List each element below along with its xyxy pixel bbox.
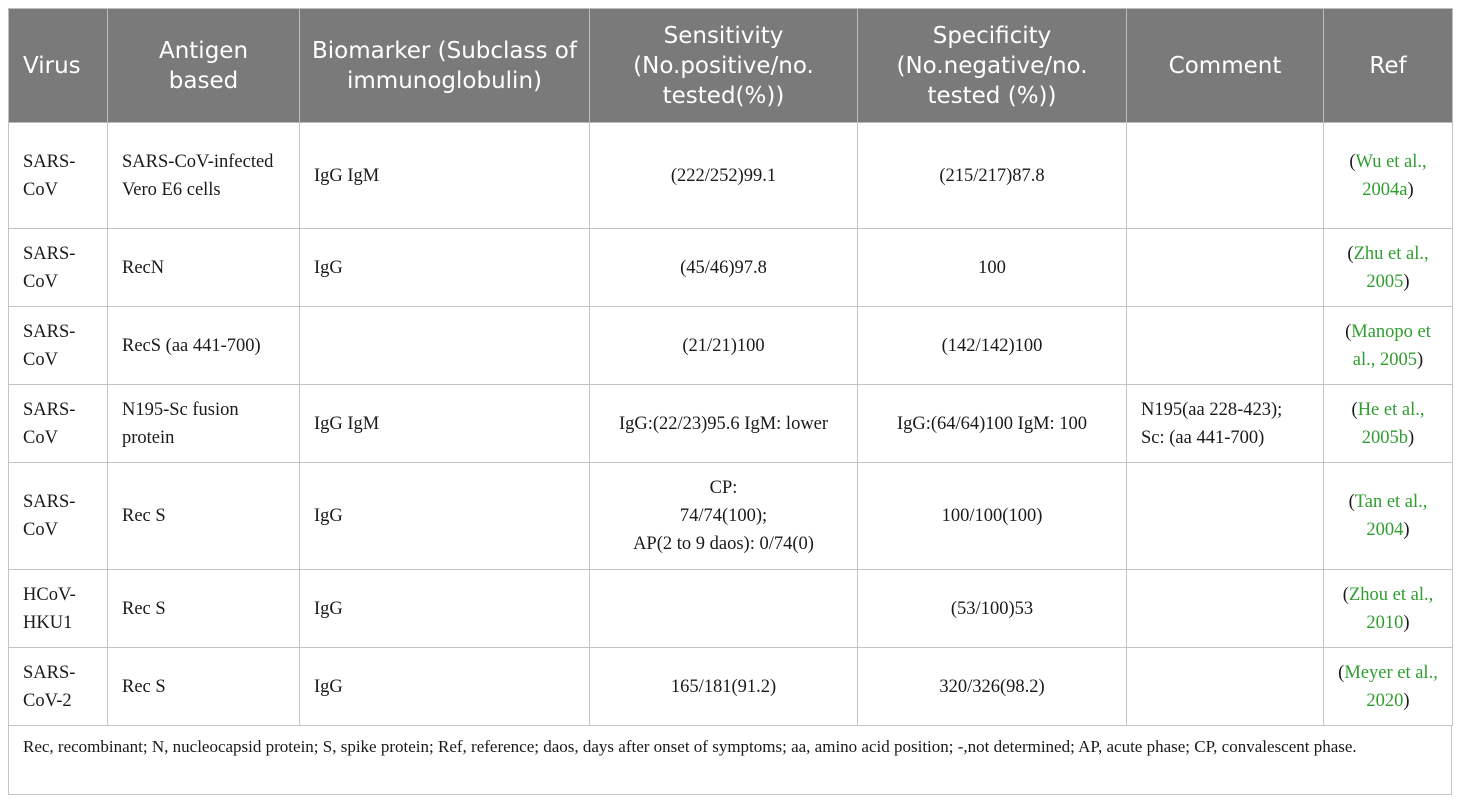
cell-ref: (Meyer et al., 2020)	[1324, 648, 1453, 726]
cell-comment	[1127, 463, 1324, 570]
cell-ref: (Zhou et al., 2010)	[1324, 570, 1453, 648]
cell-specificity: (215/217)87.8	[858, 123, 1127, 229]
header-specificity: Specificity (No.negative/no. tested (%))	[858, 9, 1127, 123]
cell-biomarker: IgG	[300, 463, 590, 570]
cell-specificity: (53/100)53	[858, 570, 1127, 648]
cell-sensitivity: (45/46)97.8	[590, 229, 858, 307]
cell-virus: SARS-CoV	[9, 307, 108, 385]
cell-biomarker: IgG	[300, 648, 590, 726]
table-row	[9, 385, 1453, 463]
ref-link[interactable]: Zhou et al., 2010	[1348, 584, 1434, 633]
table-row	[9, 229, 1453, 307]
cell-specificity: 320/326(98.2)	[858, 648, 1127, 726]
cell-specificity: 100/100(100)	[858, 463, 1127, 570]
cell-virus: SARS-CoV	[9, 385, 108, 463]
header-comment: Comment	[1127, 9, 1324, 123]
cell-comment	[1127, 123, 1324, 229]
cell-biomarker	[300, 307, 590, 385]
cell-specificity: (142/142)100	[858, 307, 1127, 385]
cell-biomarker: IgG	[300, 229, 590, 307]
ref-link[interactable]: Tan et al., 2004	[1354, 492, 1428, 540]
cell-antigen: N195-Sc fusion protein	[108, 385, 300, 463]
cell-sensitivity: (222/252)99.1	[590, 123, 858, 229]
header-biomarker: Biomarker (Subclass of immunoglobulin)	[300, 9, 590, 123]
ref-link[interactable]: He et al., 2005b	[1357, 399, 1425, 448]
cell-ref: (Wu et al., 2004a)	[1324, 123, 1453, 229]
cell-specificity: IgG:(64/64)100 IgM: 100	[858, 385, 1127, 463]
cell-antigen: Rec S	[108, 648, 300, 726]
header-virus: Virus	[9, 9, 108, 123]
cell-biomarker: IgG IgM	[300, 123, 590, 229]
cell-comment	[1127, 570, 1324, 648]
ref-link[interactable]: Wu et al., 2004a	[1355, 151, 1427, 200]
cell-sensitivity: 165/181(91.2)	[590, 648, 858, 726]
cell-antigen: Rec S	[108, 463, 300, 570]
table-row	[9, 123, 1453, 229]
cell-ref: (Manopo et al., 2005)	[1324, 307, 1453, 385]
ref-link[interactable]: Zhu et al., 2005	[1353, 243, 1429, 292]
table-row	[9, 570, 1453, 648]
cell-biomarker: IgG	[300, 570, 590, 648]
cell-specificity: 100	[858, 229, 1127, 307]
table-row	[9, 307, 1453, 385]
header-row	[9, 9, 1453, 123]
data-table	[8, 8, 1453, 726]
cell-comment: N195(aa 228-423); Sc: (aa 441-700)	[1127, 385, 1324, 463]
cell-antigen: RecS (aa 441-700)	[108, 307, 300, 385]
cell-biomarker: IgG IgM	[300, 385, 590, 463]
cell-sensitivity	[590, 570, 858, 648]
cell-sensitivity: IgG:(22/23)95.6 IgM: lower	[590, 385, 858, 463]
cell-virus: HCoV-HKU1	[9, 570, 108, 648]
cell-antigen: SARS-CoV-infected Vero E6 cells	[108, 123, 300, 229]
cell-virus: SARS-CoV	[9, 123, 108, 229]
cell-sensitivity: (21/21)100	[590, 307, 858, 385]
cell-virus: SARS-CoV-2	[9, 648, 108, 726]
cell-comment	[1127, 307, 1324, 385]
table-footnote: Rec, recombinant; N, nucleocapsid protein; S, spike protein; Ref, reference; daos, days after onset of symptoms; aa, amino acid position; -,not determined; AP, acute phase; CP, convalescent phase.	[8, 726, 1452, 795]
table-row	[9, 648, 1453, 726]
cell-ref: (Zhu et al., 2005)	[1324, 229, 1453, 307]
cell-sensitivity: CP: 74/74(100); AP(2 to 9 daos): 0/74(0)	[590, 463, 858, 570]
table-wrapper	[8, 8, 1452, 795]
ref-link[interactable]: Meyer et al., 2020	[1344, 662, 1438, 711]
cell-virus: SARS-CoV	[9, 463, 108, 570]
ref-link[interactable]: Manopo et al., 2005	[1351, 321, 1431, 370]
header-antigen: Antigen based	[108, 9, 300, 123]
header-sensitivity: Sensitivity (No.positive/no. tested(%))	[590, 9, 858, 123]
cell-antigen: Rec S	[108, 570, 300, 648]
cell-comment	[1127, 229, 1324, 307]
header-ref: Ref	[1324, 9, 1453, 123]
table-row	[9, 463, 1453, 570]
cell-antigen: RecN	[108, 229, 300, 307]
cell-ref: (Tan et al., 2004)	[1324, 463, 1453, 570]
cell-virus: SARS-CoV	[9, 229, 108, 307]
cell-ref: (He et al., 2005b)	[1324, 385, 1453, 463]
cell-comment	[1127, 648, 1324, 726]
